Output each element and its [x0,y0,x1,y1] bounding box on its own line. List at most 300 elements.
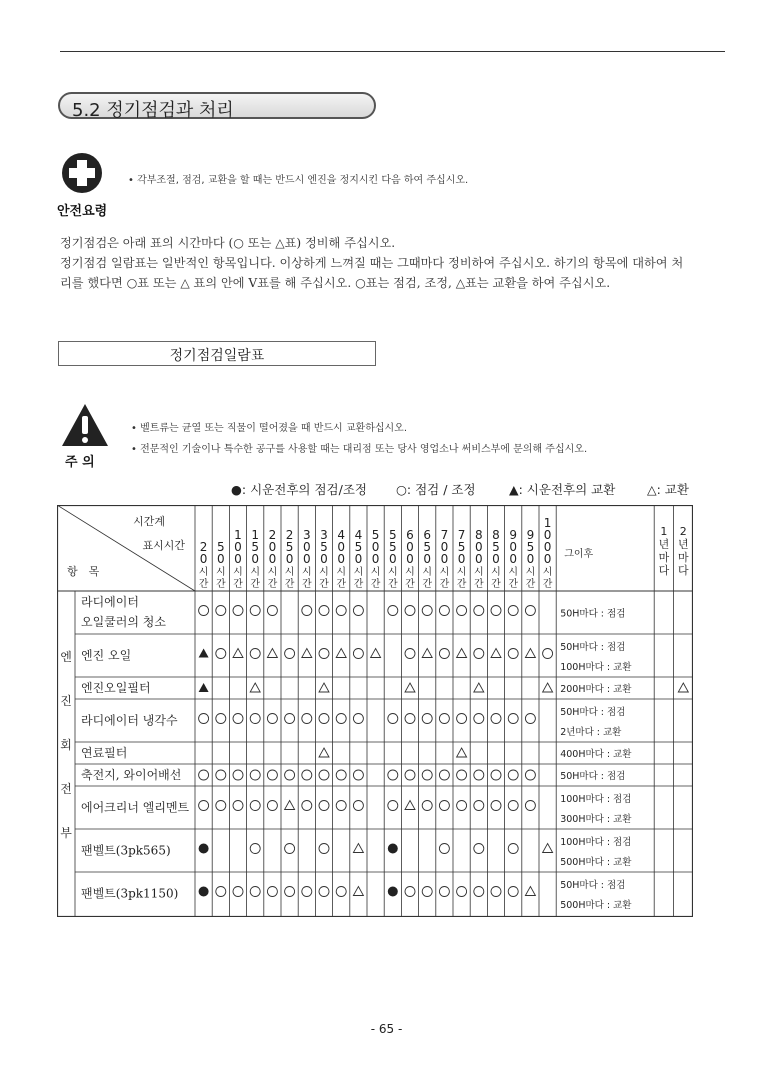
header-hour-unit: 시 [405,567,415,578]
mark-check [233,887,243,897]
mark-check [353,649,363,659]
mark-check [439,844,449,854]
header-hour-800: 0 [474,540,483,554]
header-hour-500: 0 [371,552,380,566]
header-after: 그이후 [564,549,594,560]
header-hour-500: 0 [371,540,380,554]
mark-replace [302,649,312,658]
mark-check [285,714,295,724]
group-label-char: 회 [60,738,72,752]
header-hour-450: 5 [354,540,363,554]
safety-cross-icon [60,151,104,195]
header-hour-350: 3 [320,528,328,542]
mark-check [285,649,295,659]
row-name: 팬벨트(3pk1150) [81,886,179,901]
mark-check [508,844,518,854]
mark-check [405,649,415,659]
header-hour-400: 0 [337,540,346,554]
mark-check [336,606,346,616]
mark-replace [319,683,329,692]
row-name: 라디에이터 [81,595,139,609]
header-hour-unit: 간 [370,579,381,590]
header-hour-450: 0 [354,552,363,566]
header-hour-400: 4 [337,528,346,542]
header-hour-600: 0 [406,552,414,566]
mark-check [422,887,432,897]
mark-check [457,770,467,780]
header-hour-unit: 간 [456,579,467,590]
header-time-meter: 시간계 [133,515,165,528]
table-title: 정기점검일람표 [169,348,265,364]
mark-replace [319,748,329,757]
mark-first-replace [199,683,209,692]
mark-check [233,714,243,724]
mark-check [439,770,449,780]
mark-year2-replace [678,683,688,692]
row-name: 팬벨트(3pk565) [81,843,171,858]
intro-line-1: 정기점검은 아래 표의 시간마다 (○ 또는 △표) 정비해 주십시오. [60,236,396,250]
header-hour-unit: 간 [284,579,295,590]
header-hour-unit: 간 [267,579,278,590]
row-after-text: 200H마다 : 교환 [560,684,632,695]
header-hour-unit: 간 [319,579,329,590]
header-hour-200: 0 [268,552,277,566]
header-hour-800: 0 [474,552,483,566]
header-hour-unit: 간 [473,579,484,590]
mark-check [491,887,501,897]
mark-check [422,606,432,616]
mark-replace [457,649,467,658]
mark-first-check [388,887,398,897]
mark-check [250,606,260,616]
header-hour-unit: 간 [198,579,209,590]
header-hour-unit: 시 [319,567,329,578]
header-hour-unit: 시 [508,567,519,578]
mark-check [319,714,329,724]
header-hour-750: 7 [457,528,466,542]
mark-check [336,801,346,811]
header-year1: 년 [658,538,670,551]
warning-triangle-icon [60,402,110,448]
mark-replace [474,683,484,692]
row-after-text: 50H마다 : 점검 [560,707,626,718]
mark-check [216,649,226,659]
header-hour-650: 6 [423,528,432,542]
header-hour-unit: 간 [491,579,501,590]
mark-replace [405,801,415,810]
header-hour-850: 5 [492,540,500,554]
header-hour-750: 0 [457,552,466,566]
legend-item-4: △: 교환 [647,482,689,497]
filled-triangle-icon: ▲ [509,482,519,497]
intro-line-3: 리를 했다면 ○표 또는 △ 표의 안에 V표를 해 주십시오. ○표는 점검, 조정, △표는 교환을 하여 주십시오. [60,276,611,290]
triangle-icon: △ [647,482,657,497]
header-hour-650: 5 [423,540,432,554]
mark-check [319,606,329,616]
header-hour-unit: 시 [542,567,553,578]
header-hour-unit: 시 [387,567,398,578]
mark-check [405,770,415,780]
header-hour-850: 0 [492,552,500,566]
mark-check [474,844,484,854]
mark-check [216,770,226,780]
mark-check [405,887,415,897]
header-hour-900: 9 [509,528,518,542]
row-after-text: 100H마다 : 교환 [560,662,632,673]
header-hour-unit: 간 [387,579,398,590]
mark-check [216,714,226,724]
circle-icon: ○ [396,482,407,497]
row-name: 라디에이터 냉각수 [81,713,178,728]
mark-check [285,770,295,780]
header-hour-650: 0 [423,552,432,566]
mark-first-check [199,887,209,897]
mark-check [336,887,346,897]
mark-check [250,887,260,897]
header-year2: 마 [677,551,689,564]
mark-replace [405,683,415,692]
mark-check [302,887,312,897]
mark-check [267,714,277,724]
mark-check [199,714,209,724]
mark-check [439,801,449,811]
header-hour-350: 5 [320,540,328,554]
mark-check [508,801,518,811]
filled-circle-icon: ● [231,482,242,497]
row-after-text: 50H마다 : 점검 [560,608,626,620]
header-hour-unit: 간 [353,579,364,590]
row-after-text: 500H마다 : 교환 [560,857,632,868]
header-hour-250: 2 [285,528,294,542]
header-hour-unit: 시 [301,567,312,578]
mark-check [491,801,501,811]
mark-check [250,801,260,811]
mark-check [353,770,363,780]
header-hour-unit: 간 [336,579,347,590]
mark-replace [336,649,346,658]
header-hour-450: 4 [354,528,363,542]
mark-check [353,606,363,616]
mark-check [388,606,398,616]
header-hour-unit: 간 [250,579,261,590]
header-hour-unit: 간 [542,579,553,590]
mark-check [233,606,243,616]
row-name: 축전지, 와이어배선 [81,768,182,782]
header-hour-300: 0 [302,552,311,566]
legend-item-3: ▲: 시운전후의 교환 [509,482,616,497]
row-after-text: 500H마다 : 교환 [560,900,632,911]
header-hour-1000: 0 [543,528,552,542]
row-after-text: 2년마다 : 교환 [560,727,622,738]
header-hour-unit: 시 [456,567,467,578]
section-title: 5.2 정기점검과 처리 [72,100,234,121]
mark-check [508,714,518,724]
header-hour-750: 5 [457,540,466,554]
header-rule [60,51,725,52]
mark-check [216,801,226,811]
table-title-box [58,341,376,366]
header-hour-950: 9 [526,528,535,542]
header-hour-unit: 시 [491,567,501,578]
header-hour-550: 5 [388,540,397,554]
mark-check [233,770,243,780]
row-name: 오일쿨러의 청소 [81,615,166,629]
header-hour-900: 0 [509,540,518,554]
mark-check [250,770,260,780]
header-hour-50: 0 [216,552,225,566]
mark-first-replace [199,649,209,658]
header-hour-800: 8 [474,528,483,542]
row-after-text: 50H마다 : 점검 [560,880,626,891]
mark-check [457,801,467,811]
mark-replace [371,649,381,658]
mark-check [267,887,277,897]
header-hour-20: 2 [199,540,208,554]
header-hour-unit: 시 [439,567,450,578]
mark-check [267,770,277,780]
mark-replace [491,649,501,658]
mark-check [474,649,484,659]
mark-check [405,606,415,616]
row-after-text: 100H마다 : 점검 [560,794,632,805]
header-hour-1000: 0 [543,540,552,554]
mark-replace [267,649,277,658]
row-name: 에어크리너 엘리멘트 [81,800,190,815]
legend-item-2: ○: 점검 / 조정 [396,482,476,497]
header-hour-350: 0 [320,552,328,566]
header-hour-200: 0 [268,540,277,554]
section-title-box [58,92,376,119]
mark-check [302,770,312,780]
mark-check [525,606,535,616]
mark-check [508,770,518,780]
mark-replace [353,844,363,853]
mark-replace [543,844,553,853]
header-hour-unit: 간 [525,579,536,590]
group-label-char: 부 [60,826,72,840]
row-after-text: 400H마다 : 교환 [560,749,632,760]
header-hour-700: 0 [440,540,449,554]
mark-check [457,606,467,616]
header-hour-1000: 1 [543,516,552,530]
mark-check [199,770,209,780]
header-hour-unit: 시 [215,567,226,578]
mark-check [439,714,449,724]
mark-check [199,606,209,616]
mark-check [250,844,260,854]
mark-check [474,801,484,811]
group-label-char: 엔 [60,650,72,664]
mark-check [302,801,312,811]
row-name: 엔진오일필터 [81,681,151,695]
page-number: - 65 - [370,1022,403,1036]
header-hour-50: 5 [216,540,225,554]
mark-check [474,714,484,724]
mark-check [439,649,449,659]
header-hour-100: 0 [234,552,242,566]
mark-check [233,801,243,811]
header-hour-600: 0 [406,540,414,554]
row-after-text: 50H마다 : 점검 [560,642,626,653]
mark-replace [525,887,535,896]
mark-check [422,801,432,811]
group-label-char: 진 [60,694,72,708]
header-hour-300: 0 [302,540,311,554]
mark-check [319,887,329,897]
header-hour-unit: 간 [233,579,243,590]
header-hour-500: 5 [371,528,380,542]
safety-label: 안전요령 [57,204,108,219]
header-display-time: 표시시간 [142,539,185,552]
mark-check [388,714,398,724]
header-hour-900: 0 [509,552,518,566]
header-hour-700: 0 [440,552,449,566]
mark-replace [250,683,260,692]
header-hour-unit: 간 [508,579,519,590]
header-hour-unit: 시 [198,567,209,578]
mark-replace [353,887,363,896]
caution-note-2: • 전문적인 기술이나 특수한 공구를 사용할 때는 대리점 또는 당사 영업소나 써비스부에 문의해 주십시오. [131,444,588,455]
mark-check [474,770,484,780]
header-hour-100: 0 [234,540,242,554]
header-hour-unit: 시 [336,567,347,578]
header-hour-unit: 시 [267,567,278,578]
mark-replace [422,649,432,658]
mark-check [199,801,209,811]
legend-item-1: ●: 시운전후의 점검/조정 [231,482,367,497]
header-hour-950: 0 [526,552,535,566]
header-hour-unit: 시 [284,567,295,578]
header-hour-unit: 시 [370,567,381,578]
header-hour-100: 1 [234,528,242,542]
header-hour-250: 0 [285,552,294,566]
maintenance-table [57,505,693,917]
mark-check [302,714,312,724]
mark-check [405,714,415,724]
mark-check [525,714,535,724]
mark-check [439,887,449,897]
header-hour-550: 5 [388,528,397,542]
mark-check [388,770,398,780]
header-hour-unit: 간 [301,579,312,590]
header-hour-200: 2 [268,528,277,542]
row-after-text: 100H마다 : 점검 [560,837,632,848]
header-hour-unit: 시 [473,567,484,578]
mark-check [319,649,329,659]
caution-label: 주 의 [65,455,95,470]
mark-check [319,844,329,854]
mark-check [457,714,467,724]
row-name: 연료필터 [81,746,128,760]
header-hour-850: 8 [492,528,500,542]
header-hour-150: 5 [251,540,260,554]
mark-check [508,887,518,897]
header-year2: 다 [677,564,689,577]
mark-check [422,714,432,724]
header-year1: 1 [660,525,668,538]
header-year1: 마 [658,551,670,564]
mark-replace [285,801,295,810]
header-hour-unit: 시 [525,567,536,578]
mark-check [250,714,260,724]
header-hour-20: 0 [199,552,208,566]
header-hour-550: 0 [388,552,397,566]
mark-check [491,770,501,780]
mark-check [439,606,449,616]
header-hour-150: 1 [251,528,260,542]
mark-check [267,801,277,811]
mark-check [336,714,346,724]
header-hour-400: 0 [337,552,346,566]
mark-check [302,606,312,616]
mark-check [216,606,226,616]
mark-check [474,606,484,616]
mark-check [422,770,432,780]
header-hour-unit: 시 [233,567,243,578]
mark-check [267,606,277,616]
header-hour-unit: 시 [353,567,364,578]
mark-check [525,770,535,780]
mark-check [353,801,363,811]
mark-check [508,649,518,659]
mark-first-check [388,844,398,854]
header-item: 항 목 [67,565,100,578]
header-hour-700: 7 [440,528,449,542]
mark-check [474,887,484,897]
header-hour-250: 5 [285,540,294,554]
mark-check [543,649,553,659]
header-year2: 2 [679,525,687,538]
mark-check [216,887,226,897]
mark-check [336,770,346,780]
header-hour-950: 5 [526,540,535,554]
mark-first-check [199,844,209,854]
header-hour-unit: 시 [250,567,261,578]
header-hour-1000: 0 [543,552,552,566]
row-after-text: 300H마다 : 교환 [560,814,632,825]
mark-check [319,770,329,780]
header-hour-unit: 시 [422,567,433,578]
mark-check [508,606,518,616]
safety-note: • 각부조절, 점검, 교환을 할 때는 반드시 엔진을 정지시킨 다음 하여 주십시오. [128,175,469,186]
header-hour-150: 0 [251,552,260,566]
header-year1: 다 [658,564,670,577]
group-label-char: 전 [60,782,72,796]
mark-check [457,887,467,897]
mark-check [525,801,535,811]
header-year2: 년 [677,538,689,551]
mark-check [319,801,329,811]
mark-replace [543,683,553,692]
header-hour-unit: 간 [439,579,450,590]
header-hour-600: 6 [406,528,414,542]
intro-line-2: 정기점검 일람표는 일반적인 항목입니다. 이상하게 느껴질 때는 그때마다 정비하여 주십시오. 하기의 항목에 대하여 처 [60,256,684,270]
header-hour-unit: 간 [405,579,415,590]
mark-check [353,714,363,724]
header-hour-300: 3 [302,528,311,542]
mark-replace [457,748,467,757]
mark-check [491,606,501,616]
mark-replace [233,649,243,658]
mark-check [491,714,501,724]
mark-check [285,887,295,897]
mark-check [285,844,295,854]
mark-check [388,801,398,811]
mark-check [250,649,260,659]
mark-replace [525,649,535,658]
header-hour-unit: 간 [422,579,433,590]
row-name: 엔진 오일 [81,648,132,663]
